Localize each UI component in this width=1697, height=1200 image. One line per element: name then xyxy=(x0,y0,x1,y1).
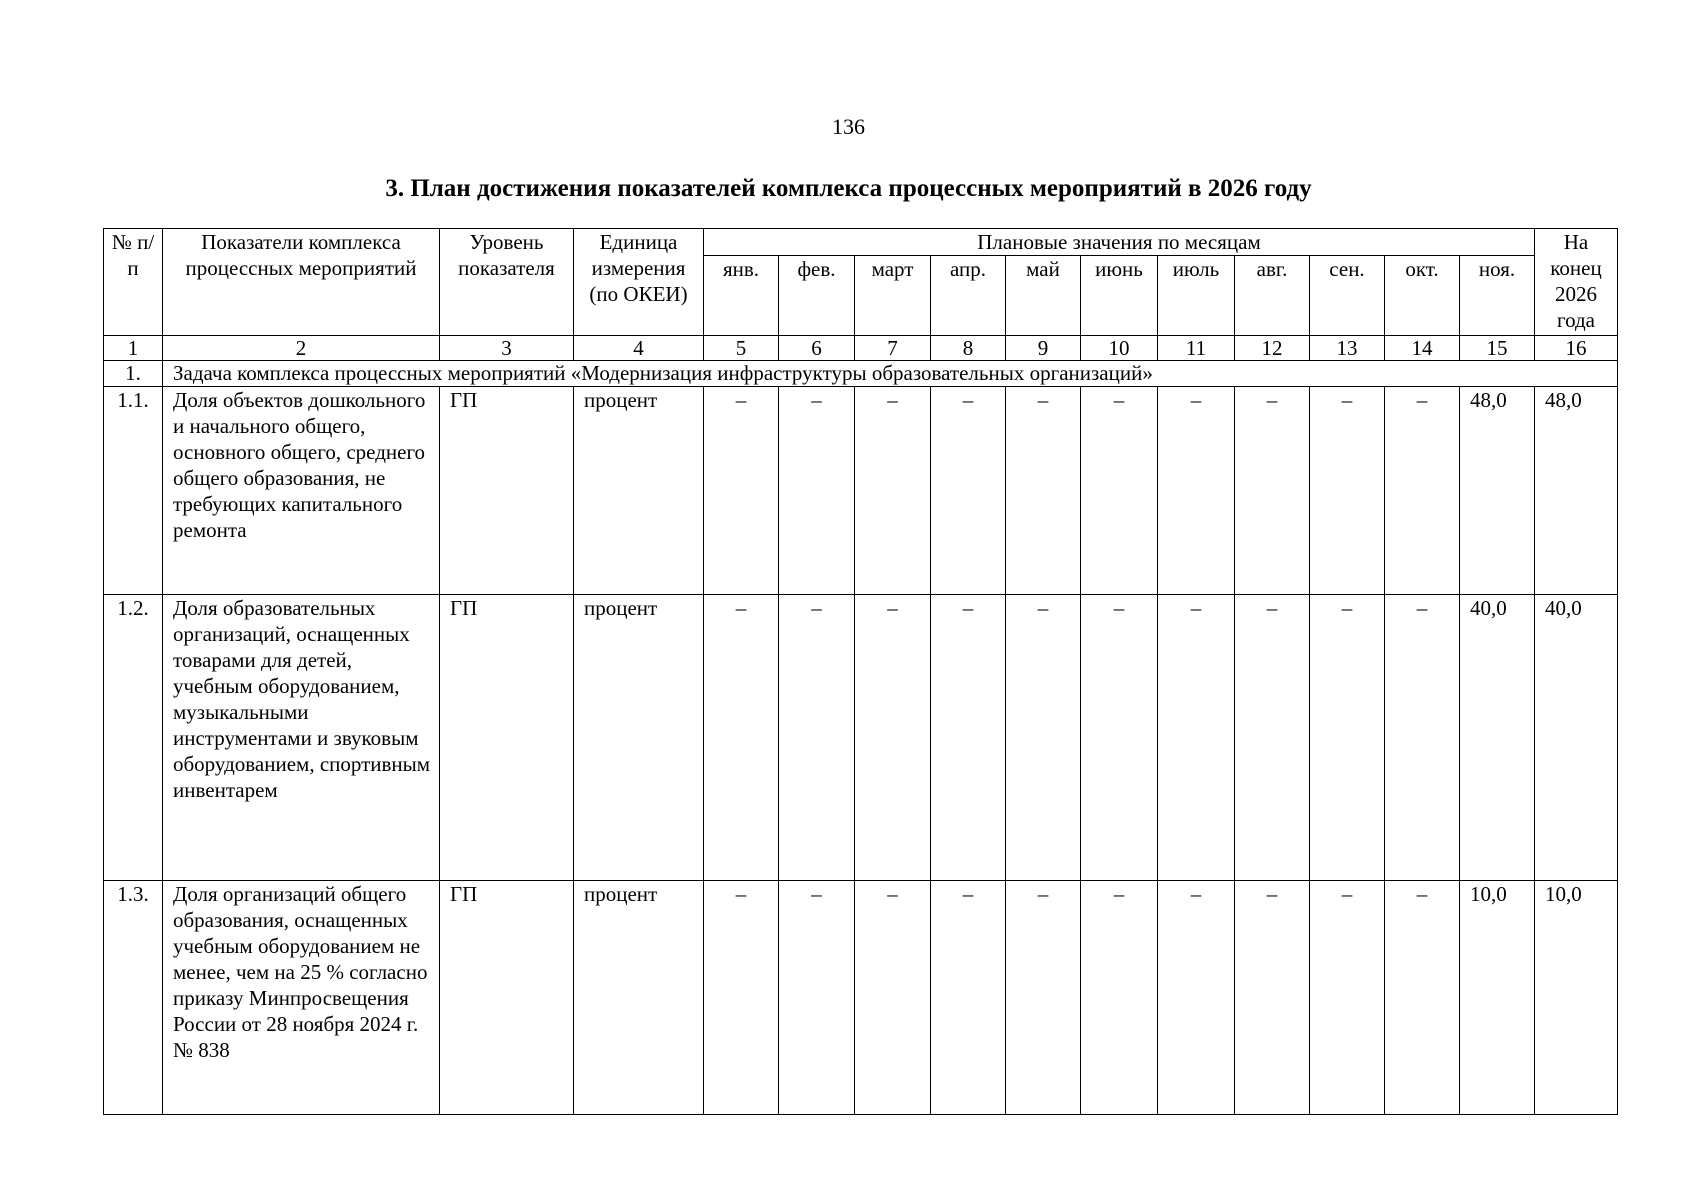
row-month-value: – xyxy=(855,387,931,595)
column-number: 6 xyxy=(779,336,855,361)
table-row xyxy=(104,595,1618,881)
row-month-value: – xyxy=(1385,387,1460,595)
row-month-value: – xyxy=(704,595,779,881)
task-num: 1. xyxy=(104,361,163,387)
header-planned-values: Плановые значения по месяцам xyxy=(704,229,1535,256)
row-level: ГП xyxy=(440,881,574,1115)
row-month-value: – xyxy=(1158,595,1235,881)
table-header-row xyxy=(104,229,1618,256)
row-month-value: – xyxy=(1006,387,1081,595)
row-unit: процент xyxy=(574,595,704,881)
row-unit: процент xyxy=(574,881,704,1115)
row-month-value: – xyxy=(1158,387,1235,595)
row-month-value: 48,0 xyxy=(1460,387,1535,595)
row-month-value: – xyxy=(704,387,779,595)
column-number: 16 xyxy=(1535,336,1618,361)
header-month: авг. xyxy=(1235,256,1310,336)
row-month-value: – xyxy=(1006,595,1081,881)
row-month-value: – xyxy=(1385,881,1460,1115)
column-number: 8 xyxy=(931,336,1006,361)
row-level: ГП xyxy=(440,387,574,595)
row-num: 1.3. xyxy=(104,881,163,1115)
header-month: окт. xyxy=(1385,256,1460,336)
row-month-value: – xyxy=(1235,881,1310,1115)
row-num: 1.2. xyxy=(104,595,163,881)
column-number: 7 xyxy=(855,336,931,361)
row-month-value: – xyxy=(1235,595,1310,881)
header-unit: Единица измерения (по ОКЕИ) xyxy=(574,229,704,336)
header-num: № п/п xyxy=(104,229,163,336)
row-month-value: – xyxy=(779,387,855,595)
row-month-value: – xyxy=(1081,387,1158,595)
header-indicator: Показатели комплекса процессных мероприятий xyxy=(163,229,440,336)
header-end-of-year: На конец 2026 года xyxy=(1535,229,1618,336)
header-month: июнь xyxy=(1081,256,1158,336)
row-month-value: – xyxy=(1310,387,1385,595)
row-month-value: – xyxy=(1310,881,1385,1115)
column-number: 1 xyxy=(104,336,163,361)
page-number: 136 xyxy=(832,114,865,139)
header-month: фев. xyxy=(779,256,855,336)
row-month-value: – xyxy=(855,595,931,881)
header-month: янв. xyxy=(704,256,779,336)
page-title: 3. План достижения показателей комплекса процессных мероприятий в 2026 году xyxy=(385,175,1312,202)
row-month-value: – xyxy=(1006,881,1081,1115)
row-month-value: – xyxy=(1081,881,1158,1115)
header-month: июль xyxy=(1158,256,1235,336)
row-month-value: – xyxy=(1081,595,1158,881)
table-row xyxy=(104,881,1618,1115)
row-month-value: – xyxy=(931,881,1006,1115)
row-month-value: – xyxy=(779,595,855,881)
column-number: 15 xyxy=(1460,336,1535,361)
row-month-value: – xyxy=(1310,595,1385,881)
row-month-value: – xyxy=(779,881,855,1115)
row-month-value: – xyxy=(1385,595,1460,881)
header-month: ноя. xyxy=(1460,256,1535,336)
row-month-value: – xyxy=(855,881,931,1115)
header-month: сен. xyxy=(1310,256,1385,336)
row-num: 1.1. xyxy=(104,387,163,595)
column-number: 12 xyxy=(1235,336,1310,361)
row-end-value: 40,0 xyxy=(1535,595,1618,881)
plan-table xyxy=(103,228,1618,1115)
column-number: 5 xyxy=(704,336,779,361)
column-number: 9 xyxy=(1006,336,1081,361)
row-month-value: 10,0 xyxy=(1460,881,1535,1115)
column-number: 14 xyxy=(1385,336,1460,361)
row-month-value: 40,0 xyxy=(1460,595,1535,881)
row-end-value: 48,0 xyxy=(1535,387,1618,595)
row-level: ГП xyxy=(440,595,574,881)
column-number: 13 xyxy=(1310,336,1385,361)
row-unit: процент xyxy=(574,387,704,595)
row-month-value: – xyxy=(704,881,779,1115)
row-month-value: – xyxy=(931,595,1006,881)
column-number: 3 xyxy=(440,336,574,361)
header-month: май xyxy=(1006,256,1081,336)
header-level: Уровень показателя xyxy=(440,229,574,336)
row-indicator-name: Доля объектов дошкольного и начального общего, основного общего, среднего общего образования, не требующих капитального ремонта xyxy=(163,387,440,595)
row-indicator-name: Доля организаций общего образования, оснащенных учебным оборудованием не менее, чем на 25 % согласно приказу Минпросвещения России от 28 ноября 2024 г. № 838 xyxy=(163,881,440,1115)
row-end-value: 10,0 xyxy=(1535,881,1618,1115)
table-row xyxy=(104,387,1618,595)
column-number: 10 xyxy=(1081,336,1158,361)
task-row xyxy=(104,361,1618,387)
header-month: март xyxy=(855,256,931,336)
column-number: 4 xyxy=(574,336,704,361)
row-indicator-name: Доля образовательных организаций, оснащенных товарами для детей, учебным оборудованием, музыкальными инструментами и звуковым оборудованием, спортивным инвентарем xyxy=(163,595,440,881)
row-month-value: – xyxy=(1235,387,1310,595)
task-text: Задача комплекса процессных мероприятий «Модернизация инфраструктуры образовательных организаций» xyxy=(163,361,1618,387)
row-month-value: – xyxy=(1158,881,1235,1115)
row-month-value: – xyxy=(931,387,1006,595)
header-month: апр. xyxy=(931,256,1006,336)
column-number: 11 xyxy=(1158,336,1235,361)
column-numbers-row xyxy=(104,336,1618,361)
column-number: 2 xyxy=(163,336,440,361)
